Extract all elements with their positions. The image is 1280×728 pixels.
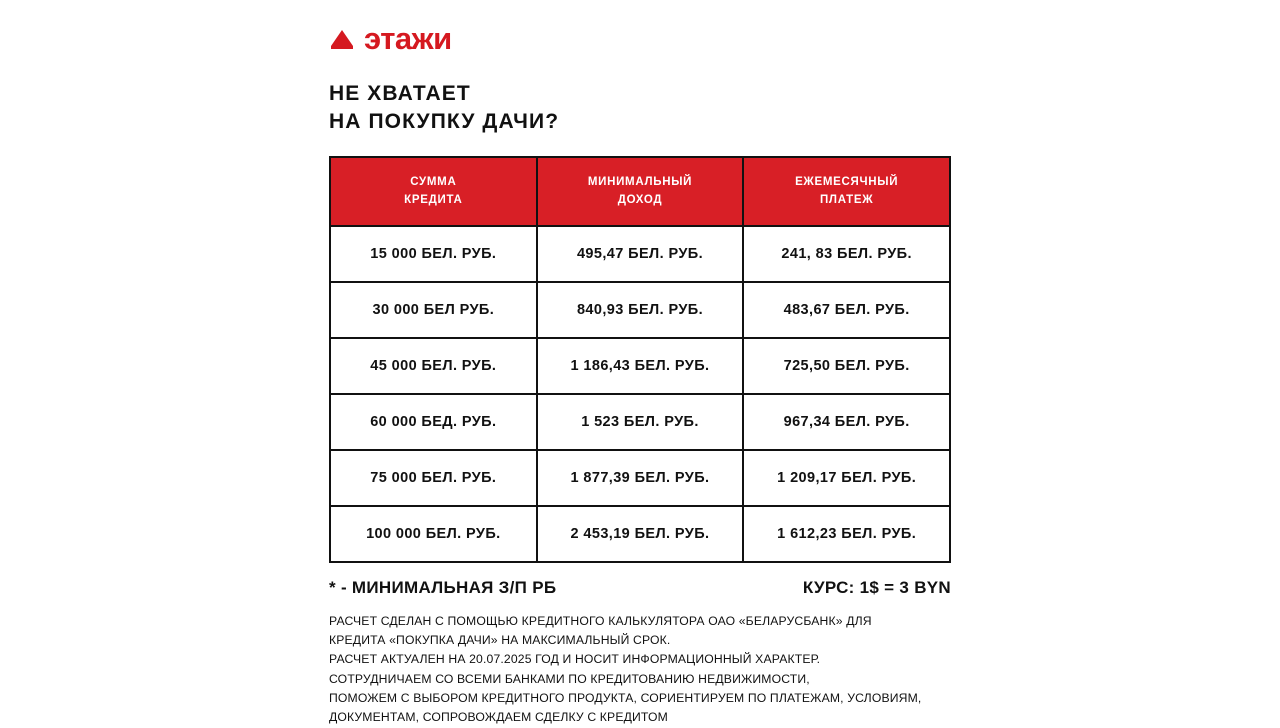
column-header-line-2: ДОХОД	[617, 193, 663, 206]
cell-monthly-payment: 1 209,17 БЕЛ. РУБ.	[743, 450, 950, 506]
cell-min-income: 1 186,43 БЕЛ. РУБ.	[537, 338, 744, 394]
cell-monthly-payment: 241, 83 БЕЛ. РУБ.	[743, 226, 950, 282]
house-roof-icon	[329, 26, 355, 51]
cell-monthly-payment: 483,67 БЕЛ. РУБ.	[743, 282, 950, 338]
fineprint-line: РАСЧЕТ АКТУАЛЕН НА 20.07.2025 ГОД И НОСИТ ИНФОРМАЦИОННЫЙ ХАРАКТЕР.	[329, 652, 821, 667]
column-header-line-2: ПЛАТЕЖ	[819, 193, 874, 206]
credit-table	[329, 156, 951, 563]
headline-line-1: НЕ ХВАТАЕТ	[329, 82, 471, 105]
fineprint-block	[329, 612, 951, 728]
table-row	[330, 506, 950, 562]
fineprint-line: СОТРУДНИЧАЕМ СО ВСЕМИ БАНКАМИ ПО КРЕДИТОВАНИЮ НЕДВИЖИМОСТИ,	[329, 671, 810, 686]
brand-logo	[329, 18, 951, 58]
cell-monthly-payment: 725,50 БЕЛ. РУБ.	[743, 338, 950, 394]
table-header-row	[330, 157, 950, 226]
content-column	[329, 18, 951, 728]
table-row	[330, 282, 950, 338]
cell-min-income: 495,47 БЕЛ. РУБ.	[537, 226, 744, 282]
column-header-line-1: МИНИМАЛЬНЫЙ	[587, 176, 693, 189]
cell-min-income: 840,93 БЕЛ. РУБ.	[537, 282, 744, 338]
fineprint-line: КРЕДИТА «ПОКУПКА ДАЧИ» НА МАКСИМАЛЬНЫЙ СРОК.	[329, 633, 671, 648]
cell-credit-amount: 15 000 БЕЛ. РУБ.	[330, 226, 537, 282]
cell-credit-amount: 60 000 БЕД. РУБ.	[330, 394, 537, 450]
notes-row	[329, 578, 951, 598]
column-header-monthly-payment	[743, 157, 950, 226]
page-title	[329, 80, 951, 135]
brand-name: этажи	[364, 20, 452, 56]
column-header-credit-amount	[330, 157, 537, 226]
cell-credit-amount: 30 000 БЕЛ РУБ.	[330, 282, 537, 338]
cell-credit-amount: 75 000 БЕЛ. РУБ.	[330, 450, 537, 506]
column-header-line-1: ЕЖЕМЕСЯЧНЫЙ	[795, 176, 899, 189]
column-header-line-1: СУММА	[410, 176, 457, 189]
cell-credit-amount: 45 000 БЕЛ. РУБ.	[330, 338, 537, 394]
cell-min-income: 1 523 БЕЛ. РУБ.	[537, 394, 744, 450]
column-header-min-income	[537, 157, 744, 226]
table-row	[330, 226, 950, 282]
fineprint-line: РАСЧЕТ СДЕЛАН С ПОМОЩЬЮ КРЕДИТНОГО КАЛЬКУЛЯТОРА ОАО «БЕЛАРУСБАНК» ДЛЯ	[329, 613, 872, 628]
min-salary-note: * - МИНИМАЛЬНАЯ З/П РБ	[329, 577, 557, 597]
headline-line-2: НА ПОКУПКУ ДАЧИ?	[329, 109, 560, 133]
table-row	[330, 450, 950, 506]
table-row	[330, 338, 950, 394]
cell-min-income: 1 877,39 БЕЛ. РУБ.	[537, 450, 744, 506]
cell-monthly-payment: 967,34 БЕЛ. РУБ.	[743, 394, 950, 450]
table-row	[330, 394, 950, 450]
column-header-line-2: КРЕДИТА	[404, 193, 463, 206]
currency-rate-note: КУРС: 1$ = 3 BYN	[802, 577, 951, 597]
cell-monthly-payment: 1 612,23 БЕЛ. РУБ.	[743, 506, 950, 562]
cell-min-income: 2 453,19 БЕЛ. РУБ.	[537, 506, 744, 562]
fineprint-line: ДОКУМЕНТАМ, СОПРОВОЖДАЕМ СДЕЛКУ С КРЕДИТОМ	[329, 710, 668, 725]
cell-credit-amount: 100 000 БЕЛ. РУБ.	[330, 506, 537, 562]
fineprint-line: ПОМОЖЕМ С ВЫБОРОМ КРЕДИТНОГО ПРОДУКТА, СОРИЕНТИРУЕМ ПО ПЛАТЕЖАМ, УСЛОВИЯМ,	[329, 691, 922, 705]
